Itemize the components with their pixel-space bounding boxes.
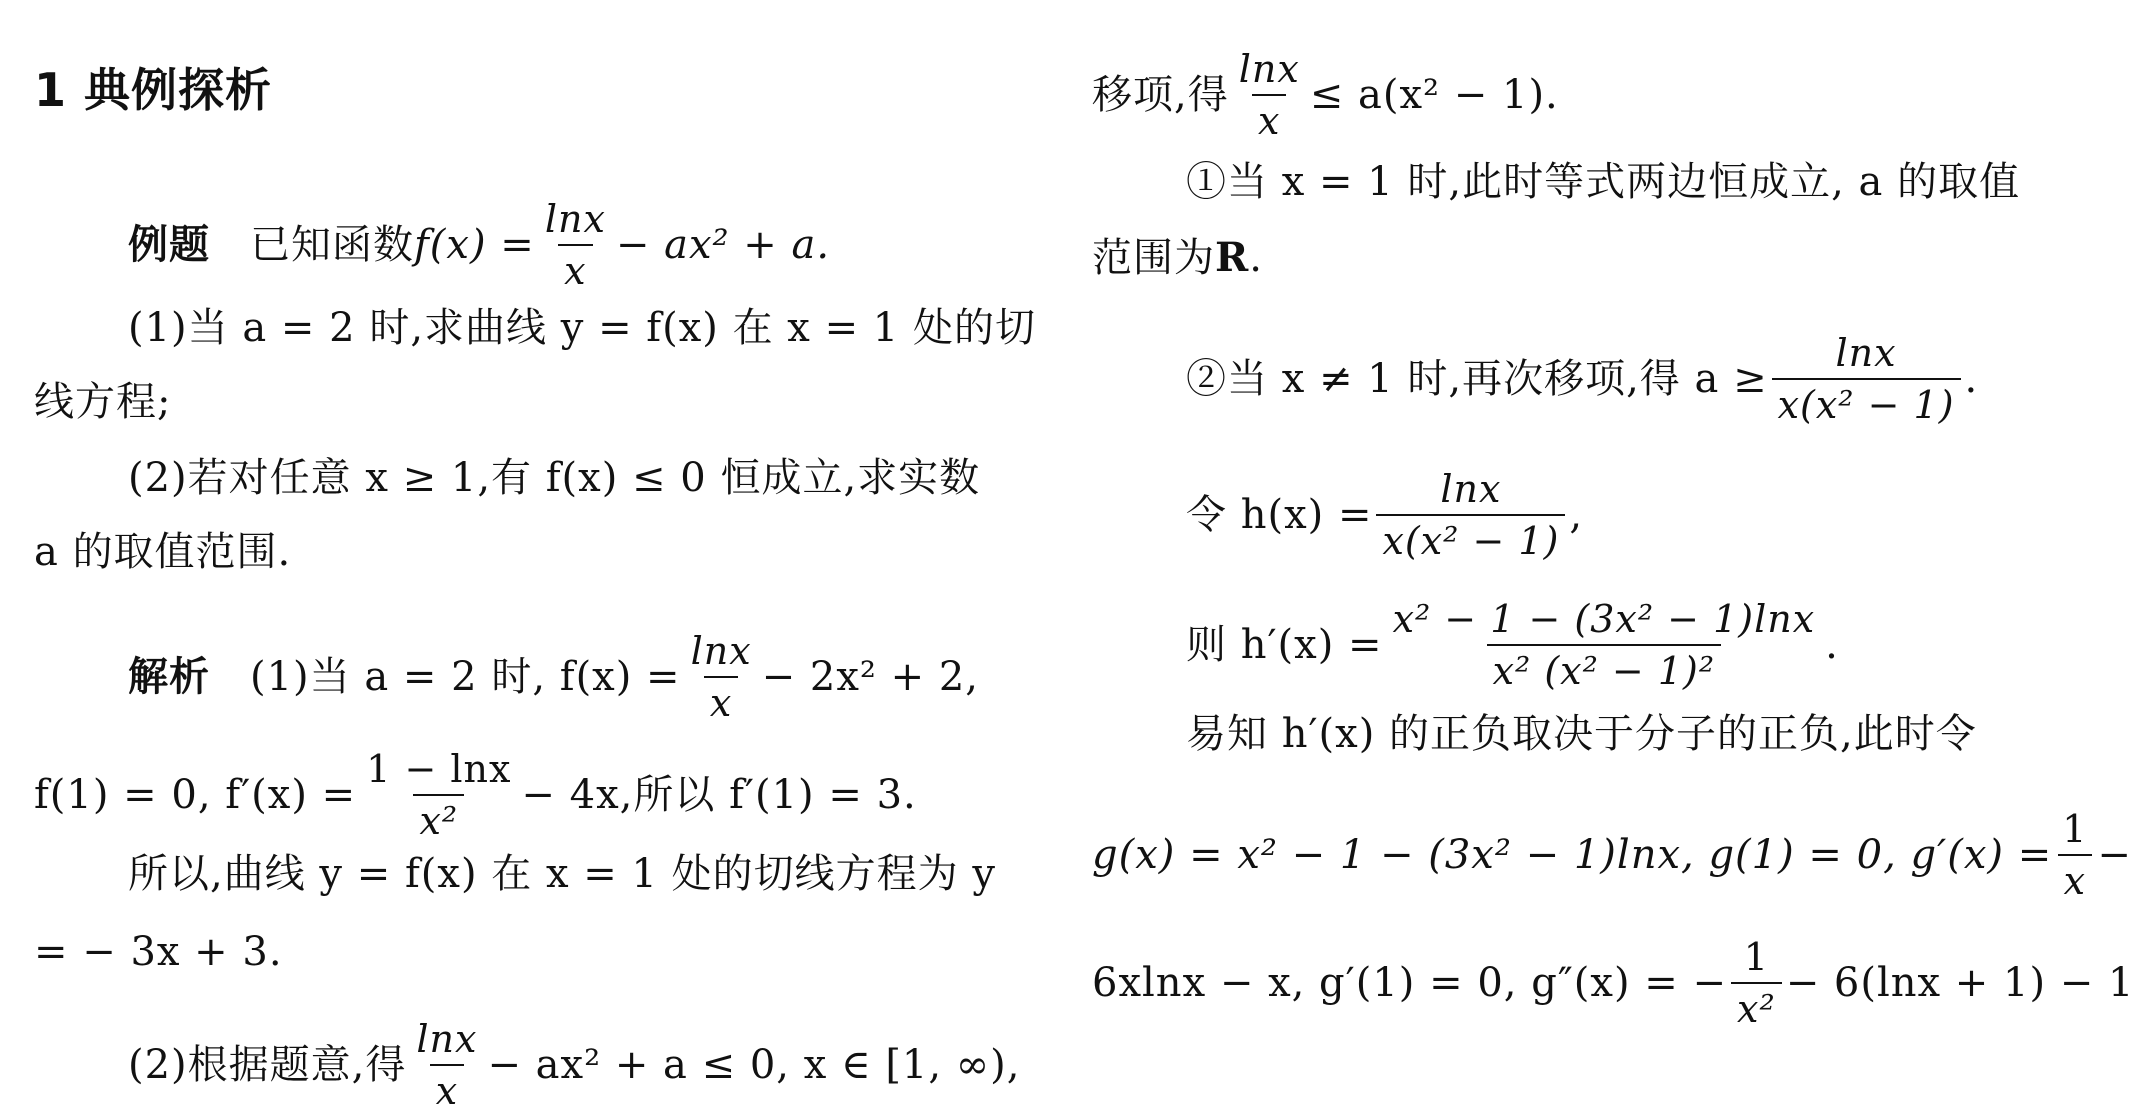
solution-label: 解析 [128, 654, 210, 700]
right-8-fraction: $\frac{1}{x}$ [2056, 810, 2093, 900]
right-line-5: 令 h(x) = $\frac{\ln x}{\text{x(x² − 1)}}$ , [1186, 467, 1584, 563]
question-1-line-1: (1)当 a = 2 时,求曲线 y = f(x) 在 x = 1 处的切 [128, 305, 1036, 351]
example-label: 例题 [128, 222, 210, 268]
right-5-fraction: $\frac{\ln x}{\text{x(x² − 1)}}$ [1376, 470, 1565, 560]
right-line-1: 移项,得 $\frac{\ln x}{x}$ ≤ a(x² − 1). [1092, 47, 1559, 143]
solution-line-1: 解析 (1)当 a = 2 时, f(x) = $\frac{\ln x}{x}$ − 2x² + 2, [128, 629, 980, 725]
right-9-fraction: $\frac{1}{\text{x²}}$ [1731, 938, 1782, 1028]
solution-2-fraction: $\frac{1 - \ln x}{\text{x²}}$ [366, 747, 512, 843]
example-formula-lhs: f(x) = [414, 222, 535, 268]
right-1-fraction: $\frac{\ln x}{x}$ [1238, 47, 1300, 143]
right-6-fraction: $\frac{\text{x² − 1 − (3x² − 1)lnx}}{\text{x² (x² − 1)²}}$ [1392, 597, 1816, 693]
solution-5-fraction: $\frac{\ln x}{x}$ [416, 1017, 478, 1113]
right-line-4: ②当 x ≠ 1 时,再次移项,得 a ≥ $\frac{\ln x}{\text{x(x² − 1)}}$ . [1186, 331, 1979, 427]
right-4-fraction: $\frac{\ln x}{\text{x(x² − 1)}}$ [1772, 334, 1961, 424]
solution-line-5: (2)根据题意,得 $\frac{\ln x}{x}$ − ax² + a ≤ 0, x ∈ [1, ∞), [128, 1017, 1021, 1113]
solution-1-fraction: $\frac{\ln x}{x}$ [690, 629, 752, 725]
right-line-6: 则 h′(x) = $\frac{\text{x² − 1 − (3x² − 1)lnx}}{\text{x² (x² − 1)²}}$ . [1186, 597, 1839, 693]
right-line-9: 6xlnx − x, g′(1) = 0, g″(x) = − $\frac{1}{\text{x²}}$ − 6(lnx + 1) − 1 [1092, 935, 2134, 1031]
section-title: 1 典例探析 [34, 63, 273, 117]
question-2-line-1: (2)若对任意 x ≥ 1,有 f(x) ≤ 0 恒成立,求实数 [128, 455, 981, 501]
example-fraction: $\frac{\ln x}{x}$ [544, 197, 606, 293]
right-line-3: 范围为 R . [1092, 234, 1263, 281]
question-2-line-2: a 的取值范围. [34, 529, 292, 575]
example-formula-rhs: − ax² + a. [615, 222, 831, 268]
right-line-7: 易知 h′(x) 的正负取决于分子的正负,此时令 [1186, 711, 1977, 757]
right-line-2: ①当 x = 1 时,此时等式两边恒成立, a 的取值 [1186, 159, 2021, 205]
solution-line-2: f(1) = 0, f′(x) = $\frac{1 - \ln x}{\text{x²}}$ − 4x,所以 f′(1) = 3. [34, 747, 917, 843]
right-line-8: g(x) = x² − 1 − (3x² − 1)lnx, g(1) = 0, g′(x) = $\frac{1}{x}$ − [1092, 807, 2132, 903]
solution-line-3: 所以,曲线 y = f(x) 在 x = 1 处的切线方程为 y [128, 851, 996, 897]
question-1-line-2: 线方程; [34, 379, 172, 425]
solution-line-4: = − 3x + 3. [34, 929, 283, 975]
example-statement [34, 197, 1014, 293]
example-text: 已知函数 [250, 222, 414, 268]
